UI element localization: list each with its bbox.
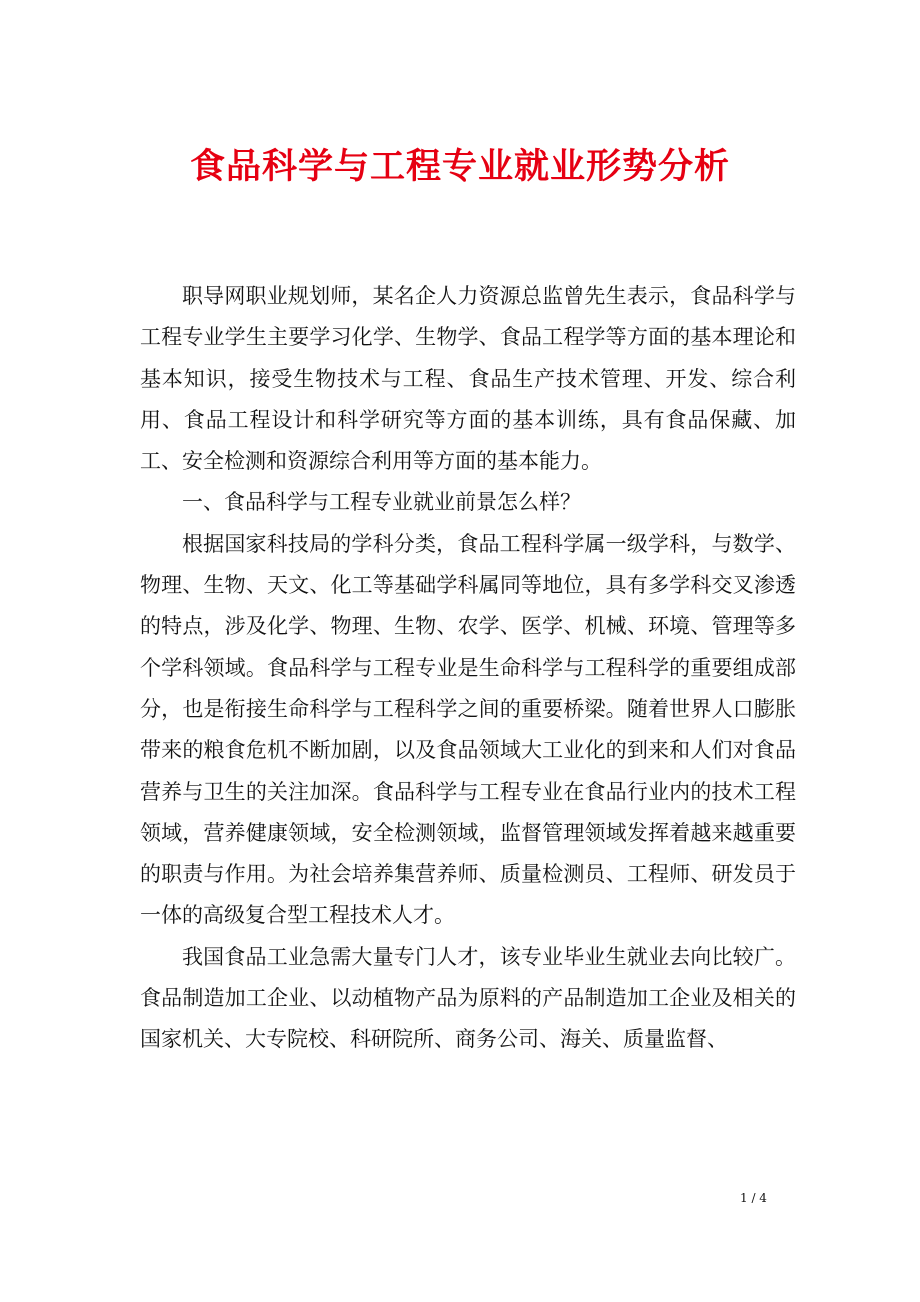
section-heading-1: 一、食品科学与工程专业就业前景怎么样？	[182, 490, 581, 515]
paragraph-intro: 职导网职业规划师，某名企人力资源总监曾先生表示，食品科学与工程专业学生主要学习化学、生物学、食品工程学等方面的基本理论和基本知识，接受生物技术与工程、食品生产技术管理、开发、综合利用、食品工程设计和科学研究等方面的基本训练，具有食品保藏、加工、安全检测和资源综合利用等方面的基本能力。	[140, 284, 796, 474]
paragraph-employment: 我国食品工业急需大量专门人才，该专业毕业生就业去向比较广。食品制造加工企业、以动植物产品为原料的产品制造加工企业及相关的国家机关、大专院校、科研院所、商务公司、海关、质量监督、	[140, 944, 796, 1052]
document-body	[140, 276, 796, 1061]
paragraph-discipline: 根据国家科技局的学科分类，食品工程科学属一级学科，与数学、物理、生物、天文、化工等基础学科属同等地位，具有多学科交叉渗透的特点，涉及化学、物理、生物、农学、医学、机械、环境、管理等多个学科领域。食品科学与工程专业是生命科学与工程科学的重要组成部分，也是衔接生命科学与工程科学之间的重要桥梁。随着世界人口膨胀带来的粮食危机不断加剧，以及食品领域大工业化的到来和人们对食品营养与卫生的关注加深。食品科学与工程专业在食品行业内的技术工程领域，营养健康领域，安全检测领域，监督管理领域发挥着越来越重要的职责与作用。为社会培养集营养师、质量检测员、工程师、研发员于一体的高级复合型工程技术人才。	[140, 531, 796, 928]
page-number: 1 / 4	[740, 1191, 767, 1205]
document-title: 食品科学与工程专业就业形势分析	[189, 146, 730, 187]
